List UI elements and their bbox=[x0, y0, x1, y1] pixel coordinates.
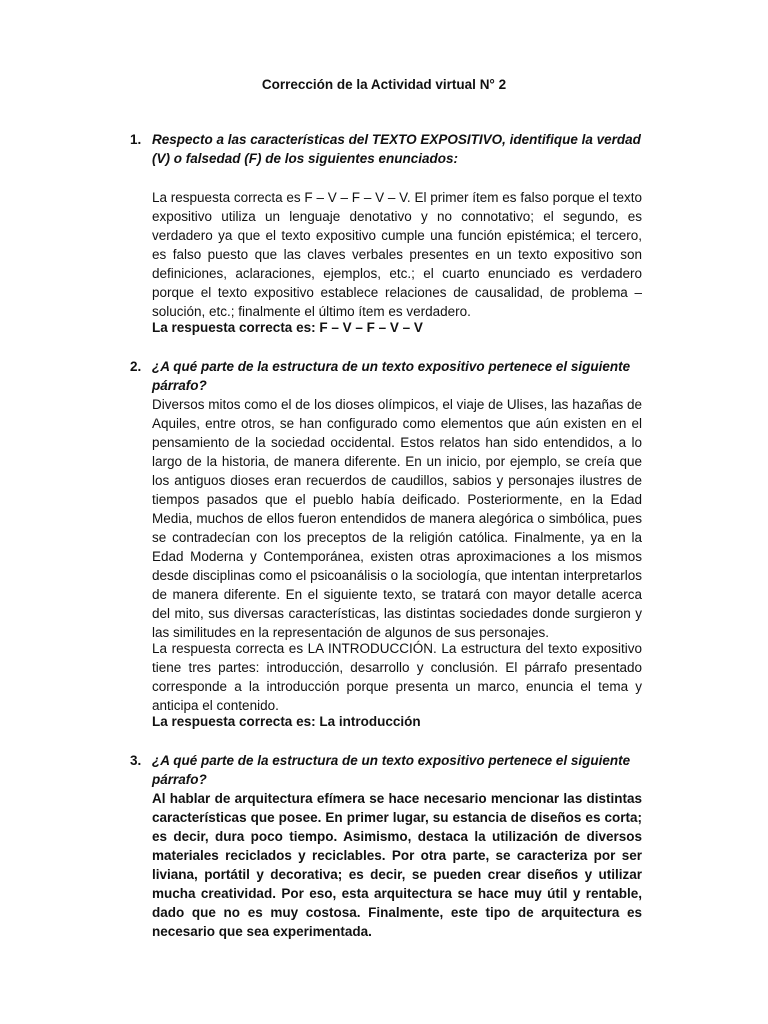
question-prompt: ¿A qué parte de la estructura de un texto expositivo pertenece el siguiente párrafo? bbox=[152, 359, 631, 393]
question-prompt: Respecto a las características del TEXTO EXPOSITIVO, identifique la verdad (V) o falsedad (F) de los siguientes enunciados: bbox=[152, 132, 641, 166]
document-title: Corrección de la Actividad virtual N° 2 bbox=[261, 77, 507, 92]
question-2-passage: Diversos mitos como el de los dioses olímpicos, el viaje de Ulises, las hazañas de Aquiles, entre otros, se han configurado como elementos que aún existen en el pensamiento de la sociedad occidental. Estos relatos han sido entendidos, a lo largo de la historia, de manera diferente. En un inicio, por ejemplo, se creía que los antiguos dioses eran recuerdos de caudillos, sabios y personajes ilustres de tiempos pasados que el pueblo había deificado. Posteriormente, en la Edad Media, muchos de ellos fueron entendidos de manera alegórica o simbólica, pues se contradecían con los preceptos de la religión católica. Finalmente, ya en la Edad Moderna y Contemporánea, existen otras aproximaciones a los mismos desde disciplinas como el psicoanálisis o la sociología, que intentan interpretarlos de manera diferente. En el siguiente texto, se tratará con mayor detalle acerca del mito, sus diversas características, las distintas sociedades donde surgieron y las similitudes en la representación de algunos de sus personajes. bbox=[152, 397, 642, 640]
question-2-answer: La respuesta correcta es: La introducción bbox=[152, 714, 421, 729]
question-prompt: ¿A qué parte de la estructura de un texto expositivo pertenece el siguiente párrafo? bbox=[152, 753, 631, 787]
question-2-explanation: La respuesta correcta es LA INTRODUCCIÓN. La estructura del texto expositivo tiene tres partes: introducción, desarrollo y conclusión. El párrafo presentado corresponde a la introducción porque presenta un marco, enuncia el tema y anticipa el contenido. bbox=[152, 641, 642, 713]
question-number: 3. bbox=[130, 753, 142, 768]
question-1 bbox=[130, 130, 642, 168]
question-1-explanation: La respuesta correcta es F – V – F – V – V. El primer ítem es falso porque el texto expositivo utiliza un lenguaje denotativo y no connotativo; el segundo, es verdadero ya que el texto expositivo cumple una función epistémica; el tercero, es falso puesto que las claves verbales presentes en un texto expositivo son definiciones, aclaraciones, ejemplos, etc.; el cuarto enunciado es verdadero porque el texto expositivo establece relaciones de causalidad, de problema – solución, etc.; finalmente el último ítem es verdadero. bbox=[152, 190, 642, 319]
question-2 bbox=[130, 357, 642, 395]
question-1-answer: La respuesta correcta es: F – V – F – V – V bbox=[152, 320, 423, 335]
question-3 bbox=[130, 751, 642, 789]
question-3-passage: Al hablar de arquitectura efímera se hace necesario mencionar las distintas características que posee. En primer lugar, su estancia de diseños es corta; es decir, dura poco tiempo. Asimismo, destaca la utilización de diversos materiales reciclados y reciclables. Por otra parte, se caracteriza por ser liviana, portátil y decorativa; es decir, se pueden crear diseños y utilizar mucha creatividad. Por eso, esta arquitectura se hace muy útil y rentable, dado que no es muy costosa. Finalmente, este tipo de arquitectura es necesario que sea experimentada. bbox=[152, 791, 642, 939]
question-number: 1. bbox=[130, 132, 142, 147]
question-number: 2. bbox=[130, 359, 142, 374]
